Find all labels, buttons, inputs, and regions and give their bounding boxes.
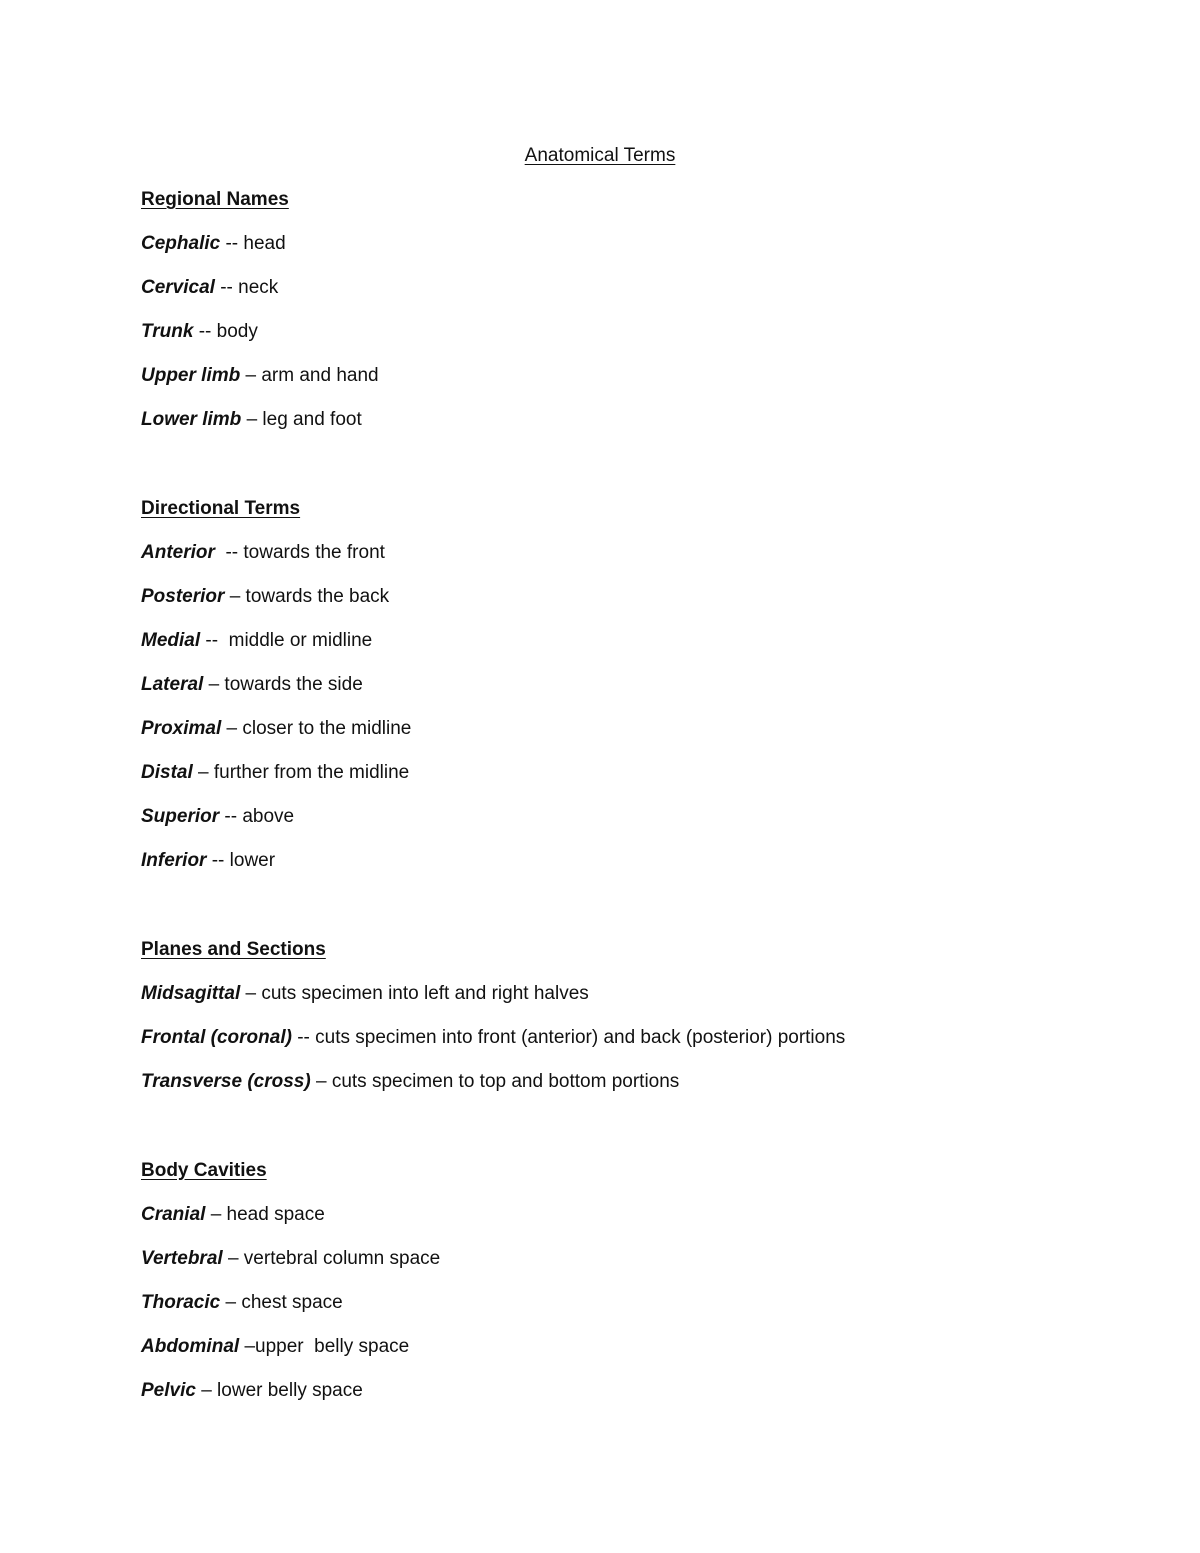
term-definition: – chest space	[220, 1292, 343, 1313]
term-entry	[141, 718, 1141, 740]
term-definition: – lower belly space	[195, 1380, 363, 1401]
term-entry	[141, 850, 1141, 872]
term-definition: -- cuts specimen into front (anterior) and back (posterior) portions	[291, 1027, 846, 1048]
term-definition: -- towards the front	[214, 542, 385, 563]
term-name: Proximal	[141, 718, 222, 739]
term-entry	[141, 1027, 1141, 1049]
term-entry	[141, 1380, 1141, 1402]
term-definition: -- body	[193, 321, 258, 342]
term-name: Frontal (coronal)	[141, 1027, 292, 1048]
term-definition: -- above	[219, 806, 295, 827]
term-name: Inferior	[141, 850, 207, 871]
term-definition: -- head	[220, 233, 286, 254]
term-definition: – arm and hand	[240, 365, 379, 386]
document-title: Anatomical Terms	[524, 145, 676, 166]
term-name: Distal	[141, 762, 193, 783]
term-entry	[141, 409, 1141, 431]
term-definition: – cuts specimen into left and right halves	[240, 983, 589, 1004]
term-definition: – towards the back	[224, 586, 390, 607]
term-name: Upper limb	[141, 365, 241, 386]
section-regional-names	[141, 189, 1141, 431]
term-name: Posterior	[141, 586, 225, 607]
term-entry	[141, 1336, 1141, 1358]
term-name: Abdominal	[141, 1336, 240, 1357]
term-entry	[141, 674, 1141, 696]
term-definition: -- neck	[214, 277, 279, 298]
term-name: Lower limb	[141, 409, 242, 430]
term-definition: – head space	[205, 1204, 325, 1225]
term-entry	[141, 586, 1141, 608]
term-name: Cephalic	[141, 233, 221, 254]
term-entry	[141, 233, 1141, 255]
term-entry	[141, 630, 1141, 652]
section-heading: Regional Names	[141, 189, 289, 210]
term-name: Superior	[141, 806, 220, 827]
term-name: Medial	[141, 630, 201, 651]
term-definition: -- middle or midline	[200, 630, 373, 651]
term-name: Thoracic	[141, 1292, 221, 1313]
section-heading: Directional Terms	[141, 498, 301, 519]
term-definition: – further from the midline	[192, 762, 410, 783]
term-name: Midsagittal	[141, 983, 241, 1004]
term-definition: – leg and foot	[241, 409, 362, 430]
section-planes-and-sections	[141, 939, 1141, 1093]
term-entry	[141, 1071, 1141, 1093]
section-directional-terms	[141, 498, 1141, 872]
term-entry	[141, 1204, 1141, 1226]
term-definition: – towards the side	[203, 674, 363, 695]
term-name: Transverse (cross)	[141, 1071, 311, 1092]
term-entry	[141, 762, 1141, 784]
term-name: Cervical	[141, 277, 215, 298]
term-name: Lateral	[141, 674, 204, 695]
term-name: Pelvic	[141, 1380, 196, 1401]
term-name: Trunk	[141, 321, 194, 342]
term-definition: – cuts specimen to top and bottom portions	[310, 1071, 680, 1092]
term-entry	[141, 983, 1141, 1005]
term-entry	[141, 321, 1141, 343]
term-entry	[141, 806, 1141, 828]
term-definition: -- lower	[206, 850, 276, 871]
term-entry	[141, 1248, 1141, 1270]
term-name: Anterior	[141, 542, 215, 563]
section-heading: Planes and Sections	[141, 939, 326, 960]
term-definition: – vertebral column space	[222, 1248, 441, 1269]
term-entry	[141, 1292, 1141, 1314]
term-entry	[141, 277, 1141, 299]
term-definition: –upper belly space	[239, 1336, 410, 1357]
term-name: Vertebral	[141, 1248, 223, 1269]
term-name: Cranial	[141, 1204, 206, 1225]
term-definition: – closer to the midline	[221, 718, 412, 739]
section-body-cavities	[141, 1160, 1141, 1402]
term-entry	[141, 365, 1141, 387]
section-heading: Body Cavities	[141, 1160, 267, 1181]
term-entry	[141, 542, 1141, 564]
